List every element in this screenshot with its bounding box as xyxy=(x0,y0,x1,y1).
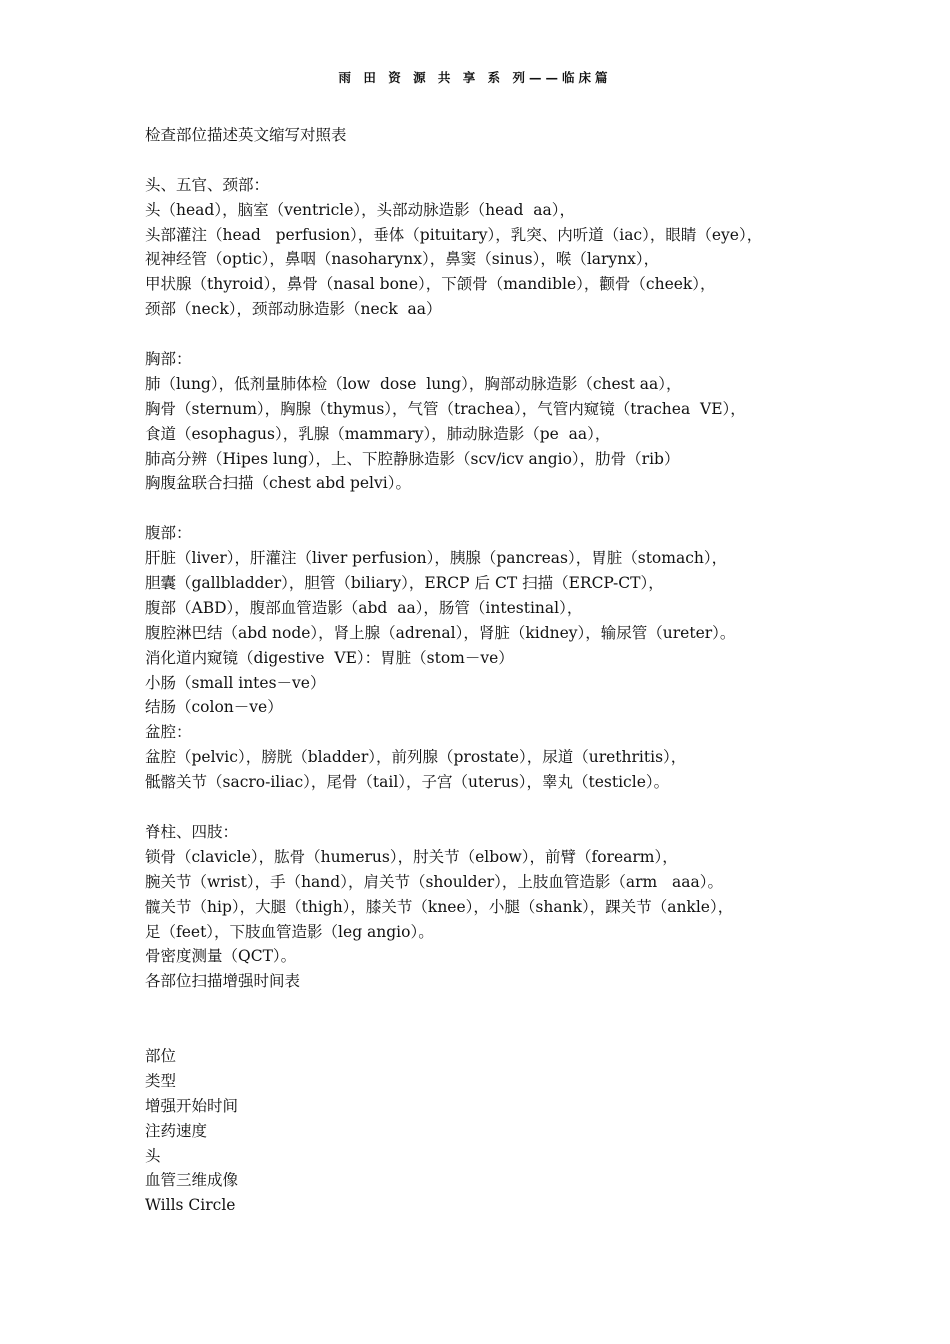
text-line: 食道（esophagus），乳腺（mammary），肺动脉造影（pe aa）， xyxy=(145,424,611,443)
section-heading-head: 头、五官、颈部： xyxy=(145,175,270,194)
page-header: 雨 田 资 源 共 享 系 列——临床篇 xyxy=(338,70,612,85)
text-line: 腹腔淋巴结（abd node），肾上腺（adrenal），肾脏（kidney），输尿管（ureter）。 xyxy=(145,623,736,642)
spacer xyxy=(145,795,865,820)
spacer xyxy=(145,322,865,347)
spacer xyxy=(145,496,865,521)
text-line: 骶髂关节（sacro-iliac），尾骨（tail），子宫（uterus），睾丸（testicle）。 xyxy=(145,773,670,792)
text-line: 结肠（colon－ve） xyxy=(145,698,283,717)
text-line: 头（head），脑室（ventricle），头部动脉造影（head aa）， xyxy=(145,200,576,219)
text-line: 锁骨（clavicle），肱骨（humerus），肘关节（elbow），前臂（forearm）， xyxy=(145,847,678,866)
text-line: 肺（lung），低剂量肺体检（low dose lung），胸部动脉造影（chest aa）， xyxy=(145,374,682,393)
text-line: 盆腔（pelvic），膀胱（bladder），前列腺（prostate），尿道（urethritis）， xyxy=(145,748,687,767)
text-line: 胆囊（gallbladder），胆管（biliary），ERCP 后 CT 扫描（ERCP-CT）， xyxy=(145,574,664,593)
table-cell: 血管三维成像 xyxy=(145,1171,239,1190)
text-line: 髋关节（hip），大腿（thigh），膝关节（knee），小腿（shank），踝关节（ankle）， xyxy=(145,897,734,916)
document-body xyxy=(145,123,865,1218)
table-cell: 类型 xyxy=(145,1071,177,1090)
table-cell: 增强开始时间 xyxy=(145,1096,239,1115)
text-line: 消化道内窥镜（digestive VE）：胃脏（stom－ve） xyxy=(145,648,514,667)
text-line: 腹部（ABD），腹部血管造影（abd aa），肠管（intestinal）， xyxy=(145,598,583,617)
text-line: 头部灌注（head perfusion），垂体（pituitary），乳突、内听道（iac），眼睛（eye）， xyxy=(145,225,763,244)
section-heading-chest: 胸部： xyxy=(145,350,192,369)
text-line: 骨密度测量（QCT）。 xyxy=(145,947,297,966)
text-line: 肺高分辨（Hipes lung），上、下腔静脉造影（scv/icv angio），肋骨（rib） xyxy=(145,449,680,468)
text-line: 腕关节（wrist），手（hand），肩关节（shoulder），上肢血管造影（arm aaa）。 xyxy=(145,872,724,891)
section-heading-spine-limbs: 脊柱、四肢： xyxy=(145,822,239,841)
spacer xyxy=(145,994,865,1019)
document-title: 检查部位描述英文缩写对照表 xyxy=(145,126,347,144)
section-heading-abdomen: 腹部： xyxy=(145,524,192,543)
timing-table-title: 各部位扫描增强时间表 xyxy=(145,972,301,991)
text-line: 足（feet），下肢血管造影（leg angio）。 xyxy=(145,922,434,941)
table-cell: 注药速度 xyxy=(145,1121,208,1140)
text-line: 甲状腺（thyroid），鼻骨（nasal bone），下颌骨（mandible），颧骨（cheek）， xyxy=(145,275,716,294)
section-heading-pelvis: 盆腔： xyxy=(145,723,192,742)
table-cell: 部位 xyxy=(145,1046,177,1065)
text-line: 视神经管（optic），鼻咽（nasoharynx），鼻窦（sinus），喉（larynx）， xyxy=(145,250,660,269)
text-line: 肝脏（liver），肝灌注（liver perfusion），胰腺（pancreas），胃脏（stomach）， xyxy=(145,549,728,568)
table-cell: Wills Circle xyxy=(145,1196,236,1215)
text-line: 颈部（neck），颈部动脉造影（neck aa） xyxy=(145,300,442,319)
text-line: 小肠（small intes－ve） xyxy=(145,673,326,692)
spacer xyxy=(145,1019,865,1044)
text-line: 胸腹盆联合扫描（chest abd pelvi）。 xyxy=(145,474,411,493)
text-line: 胸骨（sternum），胸腺（thymus），气管（trachea），气管内窥镜（trachea VE）， xyxy=(145,399,746,418)
spacer xyxy=(145,148,865,173)
table-cell: 头 xyxy=(145,1146,161,1165)
